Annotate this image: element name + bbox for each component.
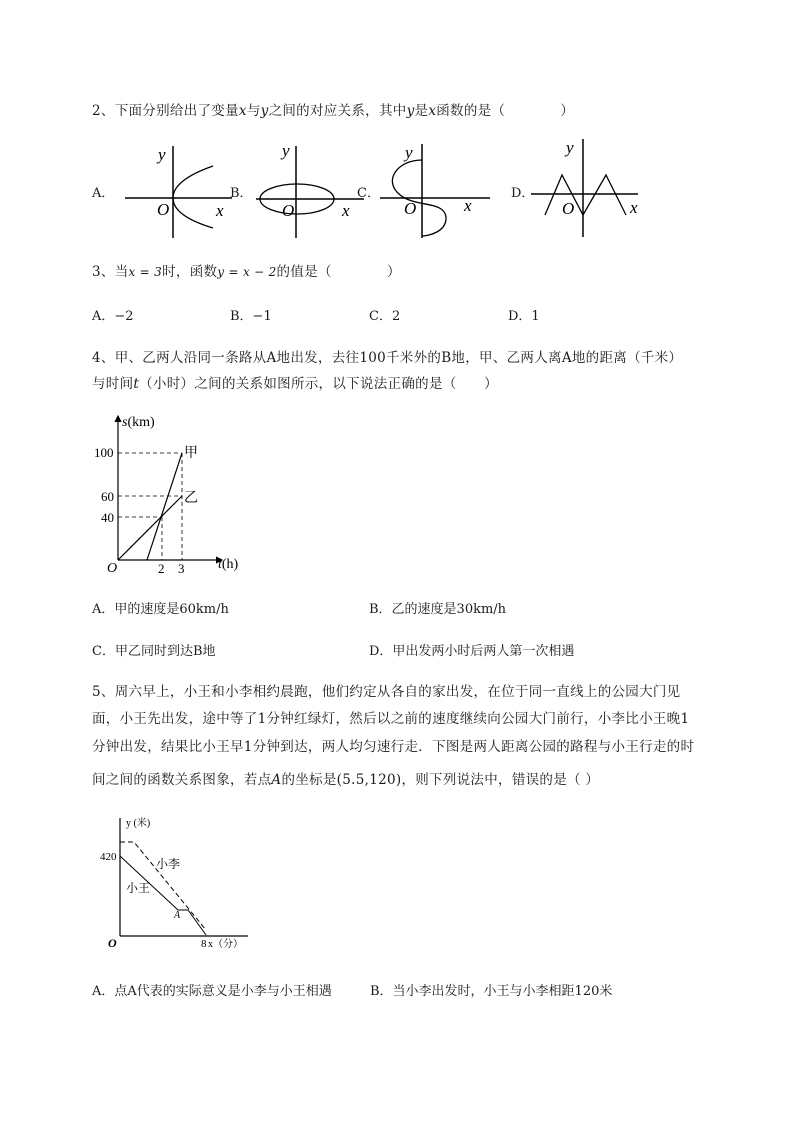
ytick-100: 100 <box>94 445 114 460</box>
origin-label: O <box>157 200 170 219</box>
q4-option-c: C．甲乙同时到达B地 <box>92 644 216 659</box>
line-jia <box>147 453 182 560</box>
label-xiaoli: 小李 <box>156 857 181 871</box>
q2-option-d: D． <box>511 186 535 201</box>
q2-option-c: C． <box>357 186 380 201</box>
q2-stem: 2、下面分别给出了变量x与y之间的对应关系，其中y是x函数的是（ ） <box>92 103 575 119</box>
axis-label-y: y <box>405 143 413 162</box>
q2-graph-d <box>530 135 645 240</box>
q2-graph-a <box>120 140 235 240</box>
point-a-label: A <box>174 910 181 921</box>
axis-label-y: y <box>566 138 574 157</box>
ytick-40: 40 <box>101 510 114 525</box>
q5-option-a: A．点A代表的实际意义是小李与小王相遇 <box>92 984 332 999</box>
origin-label: O <box>108 936 117 950</box>
label-xiaowang: 小王 <box>126 881 151 895</box>
q5-distance-graph <box>98 812 258 952</box>
q5-option-b: B．当小李出发时，小王与小李相距120米 <box>370 984 613 999</box>
q2-option-b: B． <box>230 186 253 201</box>
q3-option-b: B．−1 <box>230 309 272 324</box>
xtick-3: 3 <box>178 561 185 576</box>
s-axis-label: s(km) <box>122 415 155 430</box>
q3-option-a: A．−2 <box>92 309 134 324</box>
axis-label-y: y <box>282 141 290 160</box>
axis-label-x: x <box>630 198 638 217</box>
axis-label-x: x <box>216 201 224 220</box>
q3-stem: 3、当x = 3时，函数y = x − 2的值是（ ） <box>92 264 401 280</box>
q5-stem-line2: 面，小王先出发，途中等了1分钟红绿灯，然后以之前的速度继续向公园大门前行，小李比小王晚1 <box>92 711 690 727</box>
x-axis-label: x（分） <box>208 939 243 950</box>
y-axis-label: y (米) <box>126 818 151 829</box>
q5-stem-line1: 5、周六早上，小王和小李相约晨跑，他们约定从各自的家出发，在位于同一直线上的公园大门见 <box>92 684 681 700</box>
q4-distance-time-graph <box>90 410 255 575</box>
q5-stem-line4: 间之间的函数关系图象，若点A的坐标是(5.5,120)，则下列说法中，错误的是（ ） <box>92 772 600 788</box>
origin-label: O <box>562 199 575 218</box>
q4-option-d: D．甲出发两小时后两人第一次相遇 <box>369 644 575 659</box>
xtick-8: 8 <box>201 938 207 950</box>
origin-label: O <box>282 201 295 220</box>
q5-stem-line3: 分钟出发，结果比小王早1分钟到达，两人均匀速行走．下图是两人距离公园的路程与小王行走的时 <box>92 739 695 755</box>
t-axis-label: t(h) <box>218 557 239 572</box>
q3-option-c: C．2 <box>369 309 401 324</box>
label-yi: 乙 <box>184 491 198 506</box>
curve <box>173 166 213 228</box>
axis-label-x: x <box>464 196 472 215</box>
q3-option-d: D．1 <box>508 309 540 324</box>
q4-stem-line1: 4、甲、乙两人沿同一条路从A地出发，去往100千米外的B地，甲、乙两人离A地的距离（千米） <box>92 350 683 366</box>
xtick-2: 2 <box>158 561 165 576</box>
q2-graph-c <box>378 140 493 240</box>
zigzag-curve <box>545 175 626 215</box>
q4-stem-line2: 与时间t（小时）之间的关系如图所示，以下说法正确的是（ ） <box>92 376 498 392</box>
q2-graph-b <box>252 140 367 240</box>
axis-label-x: x <box>342 201 350 220</box>
label-jia: 甲 <box>184 446 198 461</box>
ytick-60: 60 <box>101 489 114 504</box>
origin-label: O <box>404 199 417 218</box>
q4-option-b: B．乙的速度是30km/h <box>369 602 507 617</box>
axis-label-y: y <box>158 145 166 164</box>
q4-option-a: A．甲的速度是60km/h <box>92 602 229 617</box>
q2-option-a: A． <box>92 186 115 201</box>
ytick-420: 420 <box>100 851 117 863</box>
origin-label: O <box>107 561 118 576</box>
